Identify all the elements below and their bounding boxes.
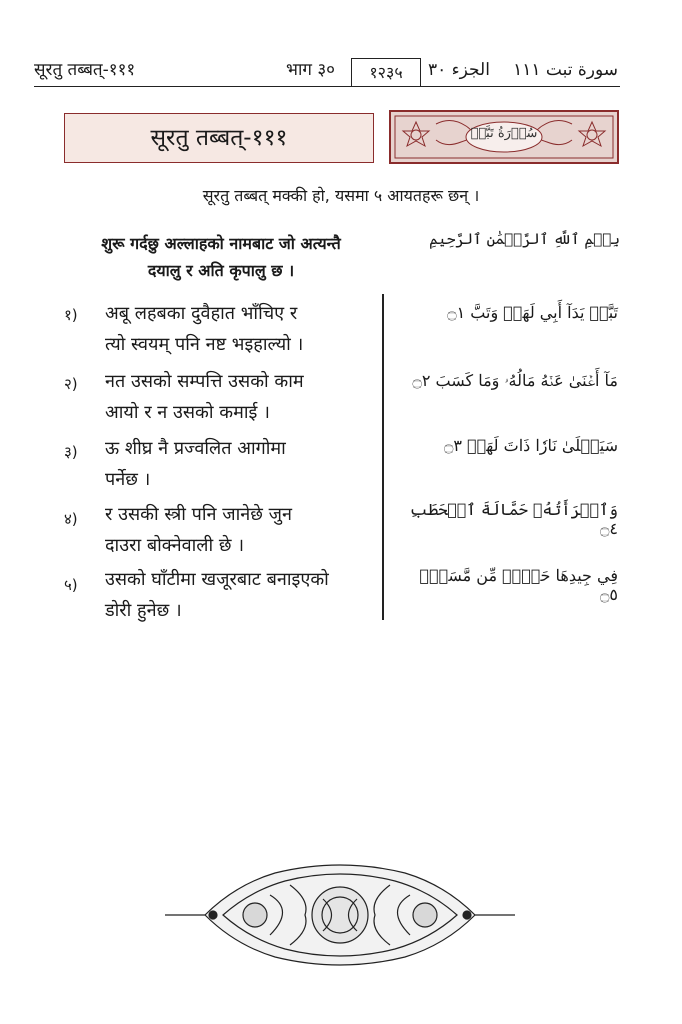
verse-number: २) bbox=[64, 375, 78, 393]
surah-title: सूरतु तब्बत्-१११ bbox=[150, 125, 288, 151]
surah-intro: सूरतु तब्बत् मक्की हो, यसमा ५ आयतहरू छन् । bbox=[202, 186, 480, 205]
header-part: भाग ३० bbox=[286, 60, 336, 80]
bismillah-arabic: بِسۡمِ ٱللَّهِ ٱلرَّحۡمَٰنِ ٱلرَّحِيمِ bbox=[429, 230, 620, 248]
verse-line: र उसकी स्त्री पनि जानेछे जुन bbox=[105, 504, 292, 525]
verse-line: अबू लहबका दुवैहात भाँचिए र bbox=[105, 303, 298, 324]
footer-ornament-icon bbox=[165, 855, 515, 975]
verse-arabic: وَٱمۡرَأَتُهُۥ حَمَّالَةَ ٱلۡحَطَبِ ۝٤ bbox=[409, 500, 618, 538]
verse-translation bbox=[105, 433, 375, 495]
verse-translation bbox=[105, 366, 375, 428]
verse-line: उसको घाँटीमा खजूरबाट बनाइएको bbox=[105, 569, 329, 590]
verse-arabic: مَآ أَغۡنَىٰ عَنۡهُ مَالُهُۥ وَمَا كَسَبَ ۝٢ bbox=[412, 371, 618, 390]
verse-line: नत उसको सम्पत्ति उसको काम bbox=[105, 371, 304, 392]
bismillah-line-1: शुरू गर्दछु अल्लाहको नामबाट जो अत्यन्तै bbox=[101, 234, 341, 253]
header-surah-arabic: سورة تبت ١١١ bbox=[513, 60, 618, 80]
column-divider bbox=[382, 294, 384, 620]
verse-line: डोरी हुनेछ । bbox=[105, 600, 182, 621]
verse-arabic: سَيَصۡلَىٰ نَارٗا ذَاتَ لَهَبٖ ۝٣ bbox=[444, 436, 618, 455]
header-juz-arabic: الجزء ٣٠ bbox=[428, 60, 490, 80]
bismillah-translation bbox=[66, 230, 376, 284]
verse-translation bbox=[105, 499, 375, 561]
verse-arabic: تَبَّتۡ يَدَآ أَبِي لَهَبٖ وَتَبَّ ۝١ bbox=[447, 303, 618, 322]
surah-title-ornament bbox=[389, 110, 619, 164]
verse-number: ४) bbox=[64, 510, 78, 528]
verse-translation bbox=[105, 298, 375, 360]
footer-ornament bbox=[165, 855, 515, 975]
verse-number: १) bbox=[64, 306, 78, 324]
surah-title-box bbox=[64, 113, 374, 163]
verse-number: ५) bbox=[64, 576, 78, 594]
verse-line: दाउरा बोक्नेवाली छे । bbox=[105, 535, 245, 556]
verse-line: ऊ शीघ्र नै प्रज्वलित आगोमा bbox=[105, 438, 286, 459]
surah-title-arabic: سُوۡرَةُ تَبَّتۡ bbox=[470, 126, 538, 141]
verse-arabic: فِي جِيدِهَا حَبۡلٞ مِّن مَّسَدِۭ ۝٥ bbox=[419, 566, 618, 604]
verse-line: पर्नेछ । bbox=[105, 469, 151, 490]
bismillah-line-2: दयालु र अति कृपालु छ । bbox=[147, 261, 295, 280]
verse-translation bbox=[105, 564, 375, 626]
page-number: १२३५ bbox=[351, 58, 421, 86]
verse-line: त्यो स्वयम् पनि नष्ट भइहाल्यो । bbox=[105, 334, 304, 355]
verse-line: आयो र न उसको कमाई । bbox=[105, 402, 270, 423]
header-rule bbox=[34, 86, 620, 87]
header-surah-title: सूरतु तब्बत्-१११ bbox=[34, 60, 136, 80]
verse-number: ३) bbox=[64, 443, 78, 461]
